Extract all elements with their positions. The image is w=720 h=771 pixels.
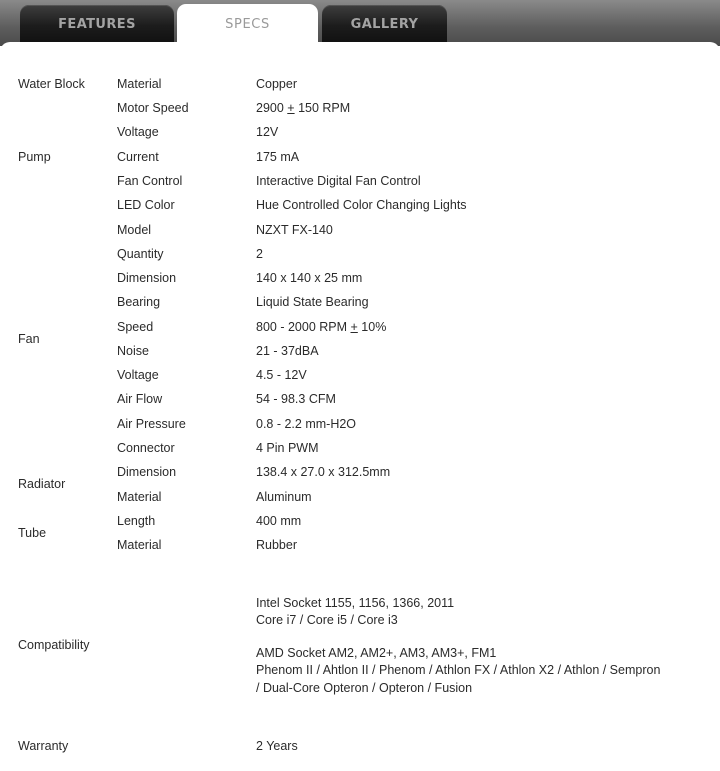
value-part: 2900 [256, 101, 288, 115]
spec-value: 140 x 140 x 25 mm [256, 271, 363, 285]
spec-value: 2 [256, 247, 263, 261]
spec-label: Noise [117, 344, 149, 358]
spec-value: 12V [256, 125, 279, 139]
spec-label: Motor Speed [117, 101, 189, 115]
group-radiator: Radiator [18, 477, 66, 491]
group-compatibility: Compatibility [18, 638, 90, 652]
spec-label: Material [117, 77, 162, 91]
specs-panel [0, 42, 720, 771]
spec-value: 4 Pin PWM [256, 441, 319, 455]
value-part: 150 RPM [294, 101, 351, 115]
plus-minus-sign: + [350, 320, 358, 334]
spec-value: Copper [256, 77, 297, 91]
spec-label: Voltage [117, 368, 159, 382]
group-pump: Pump [18, 150, 51, 164]
spec-label: Material [117, 490, 162, 504]
spec-label: Bearing [117, 295, 161, 309]
tab-specs[interactable]: SPECS [177, 4, 318, 50]
spec-label: LED Color [117, 198, 175, 212]
spec-value: Liquid State Bearing [256, 295, 369, 309]
spec-label: Current [117, 150, 159, 164]
spec-value [256, 319, 386, 335]
spec-value: Aluminum [256, 490, 312, 504]
spec-label: Speed [117, 320, 154, 334]
spec-value: 138.4 x 27.0 x 312.5mm [256, 465, 391, 479]
spec-label: Air Flow [117, 392, 163, 406]
spec-label: Material [117, 538, 162, 552]
spec-value: 0.8 - 2.2 mm-H2O [256, 417, 357, 431]
tab-features[interactable]: FEATURES [20, 5, 174, 43]
group-tube: Tube [18, 526, 47, 540]
spec-value: 175 mA [256, 150, 300, 164]
spec-label: Model [117, 223, 152, 237]
spec-value: 4.5 - 12V [256, 368, 307, 382]
group-water-block: Water Block [18, 77, 85, 91]
spec-label: Fan Control [117, 174, 183, 188]
spec-label: Dimension [117, 465, 177, 479]
spec-label: Dimension [117, 271, 177, 285]
spec-label: Air Pressure [117, 417, 186, 431]
compat-line: Phenom II / Ahtlon II / Phenom / Athlon FX / Athlon X2 / Athlon / Sempron [256, 663, 661, 677]
spec-value: 21 - 37dBA [256, 344, 319, 358]
compat-line: AMD Socket AM2, AM2+, AM3, AM3+, FM1 [256, 646, 497, 660]
tab-strip [0, 0, 720, 46]
value-part: 800 - 2000 RPM [256, 320, 351, 334]
spec-value: Hue Controlled Color Changing Lights [256, 198, 467, 212]
spec-value: NZXT FX-140 [256, 223, 333, 237]
warranty-value: 2 Years [256, 739, 298, 753]
spec-label: Voltage [117, 125, 159, 139]
group-fan: Fan [18, 332, 40, 346]
compat-line: / Dual-Core Opteron / Opteron / Fusion [256, 681, 473, 695]
spec-label: Length [117, 514, 156, 528]
plus-minus-sign: + [287, 101, 295, 115]
spec-label: Quantity [117, 247, 164, 261]
tab-gallery[interactable]: GALLERY [322, 5, 447, 43]
spec-value: 54 - 98.3 CFM [256, 392, 336, 406]
spec-label: Connector [117, 441, 175, 455]
value-part: 10% [357, 320, 387, 334]
compat-line: Intel Socket 1155, 1156, 1366, 2011 [256, 596, 455, 610]
spec-value [256, 100, 350, 116]
spec-value: Rubber [256, 538, 297, 552]
spec-value: 400 mm [256, 514, 302, 528]
compat-line: Core i7 / Core i5 / Core i3 [256, 613, 398, 627]
spec-value: Interactive Digital Fan Control [256, 174, 421, 188]
group-warranty: Warranty [18, 739, 69, 753]
